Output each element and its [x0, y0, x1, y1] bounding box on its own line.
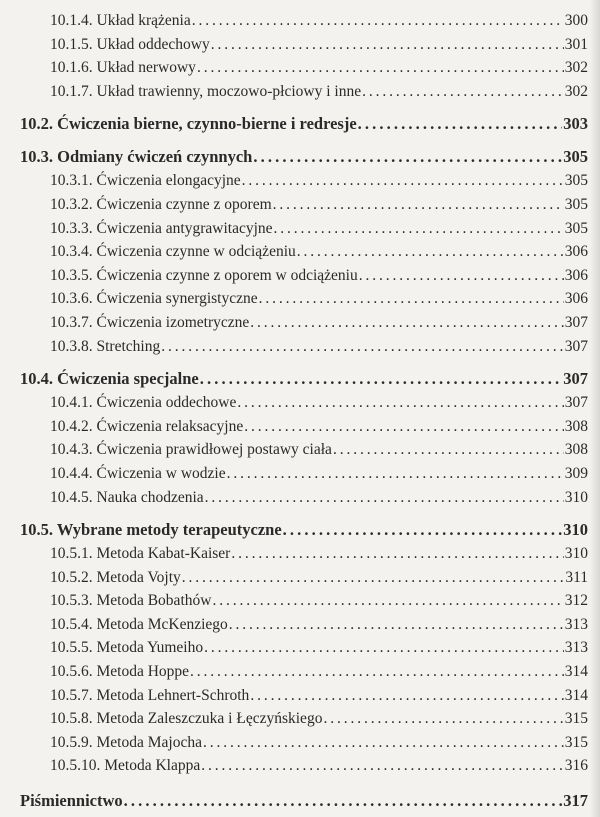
- toc-subsection-entry: [0, 56, 600, 80]
- entry-page-number: 310: [563, 520, 588, 540]
- entry-title: 10.3.2. Ćwiczenia czynne z oporem: [50, 195, 272, 213]
- toc-subsection-entry: [0, 731, 600, 755]
- entry-title: 10.5.4. Metoda McKenziego: [50, 615, 228, 633]
- entry-page-number: 307: [564, 394, 588, 412]
- entry-page-number: 313: [564, 615, 588, 633]
- entry-title: 10.3.5. Ćwiczenia czynne z oporem w odciążeniu: [50, 266, 358, 284]
- entry-title: 10.5.7. Metoda Lehnert-Schroth: [50, 686, 250, 704]
- toc-subsection-entry: [0, 240, 600, 264]
- page-edge-shadow: [590, 0, 600, 817]
- dot-leader: [242, 169, 564, 193]
- entry-title: 10.3.6. Ćwiczenia synergistyczne: [50, 290, 258, 308]
- entry-page-number: 305: [564, 172, 588, 190]
- entry-title: 10.3. Odmiany ćwiczeń czynnych: [20, 147, 253, 167]
- entry-page-number: 306: [564, 243, 588, 261]
- toc-subsection-entry: [0, 80, 600, 104]
- dot-leader: [359, 264, 564, 288]
- toc-subsection-entry: [0, 311, 600, 335]
- entry-title: 10.3.3. Ćwiczenia antygrawitacyjne: [50, 219, 273, 237]
- toc-subsection-entry: [0, 613, 600, 637]
- toc-section-entry: [0, 145, 600, 169]
- toc-subsection-entry: [0, 589, 600, 613]
- toc-subsection-entry: [0, 660, 600, 684]
- entry-title: 10.5.9. Metoda Majocha: [50, 733, 202, 751]
- dot-leader: [244, 415, 564, 439]
- entry-title: 10.1.5. Układ oddechowy: [50, 35, 210, 53]
- toc-subsection-entry: [0, 566, 600, 590]
- dot-leader: [231, 542, 563, 566]
- toc-subsection-entry: [0, 438, 600, 462]
- dot-leader: [200, 367, 563, 391]
- entry-title: 10.1.7. Układ trawienny, moczowo-płciowy i inne: [50, 82, 362, 100]
- entry-page-number: 306: [564, 266, 588, 284]
- toc-subsection-entry: [0, 707, 600, 731]
- entry-page-number: 301: [564, 35, 588, 53]
- entry-page-number: 308: [564, 441, 588, 459]
- entry-page-number: 302: [564, 82, 588, 100]
- entry-title: 10.4.4. Ćwiczenia w wodzie: [50, 464, 226, 482]
- toc-section-entry: [0, 789, 600, 813]
- entry-title: 10.1.4. Układ krążenia: [50, 12, 191, 29]
- dot-leader: [273, 193, 564, 217]
- entry-title: 10.4. Ćwiczenia specjalne: [20, 369, 199, 389]
- entry-page-number: 317: [563, 791, 588, 811]
- entry-title: 10.5.5. Metoda Yumeiho: [50, 639, 204, 657]
- entry-page-number: 312: [564, 592, 588, 610]
- entry-page-number: 313: [564, 639, 588, 657]
- entry-page-number: 307: [563, 369, 588, 389]
- entry-page-number: 305: [564, 219, 588, 237]
- dot-leader: [358, 112, 563, 136]
- dot-leader: [297, 240, 564, 264]
- dot-leader: [227, 462, 564, 486]
- entry-page-number: 307: [564, 313, 588, 331]
- dot-leader: [237, 391, 563, 415]
- toc-subsection-entry: [0, 217, 600, 241]
- entry-title: 10.2. Ćwiczenia bierne, czynno-bierne i redresje: [20, 114, 357, 134]
- toc-section-entry: [0, 518, 600, 542]
- entry-title: 10.3.4. Ćwiczenia czynne w odciążeniu: [50, 243, 296, 261]
- toc-subsection-entry: [0, 391, 600, 415]
- entry-page-number: 314: [564, 663, 588, 681]
- table-of-contents: [0, 9, 600, 813]
- dot-leader: [192, 9, 564, 33]
- entry-title: 10.5.10. Metoda Klappa: [50, 757, 201, 775]
- dot-leader: [259, 287, 564, 311]
- toc-section-entry: [0, 367, 600, 391]
- toc-subsection-entry: [0, 33, 600, 57]
- entry-page-number: 307: [564, 337, 588, 355]
- dot-leader: [253, 145, 562, 169]
- dot-leader: [161, 335, 564, 359]
- toc-subsection-entry: [0, 462, 600, 486]
- entry-title: 10.1.6. Układ nerwowy: [50, 59, 196, 77]
- dot-leader: [205, 486, 564, 510]
- dot-leader: [323, 707, 563, 731]
- entry-title: 10.5.6. Metoda Hoppe: [50, 663, 190, 681]
- entry-title: 10.5.1. Metoda Kabat-Kaiser: [50, 545, 231, 563]
- entry-page-number: 315: [564, 710, 588, 728]
- dot-leader: [250, 684, 563, 708]
- entry-page-number: 310: [564, 545, 588, 563]
- dot-leader: [182, 566, 565, 590]
- toc-subsection-entry: [0, 287, 600, 311]
- toc-section-entry: [0, 112, 600, 136]
- dot-leader: [197, 56, 564, 80]
- dot-leader: [190, 660, 564, 684]
- entry-page-number: 300: [564, 12, 588, 29]
- entry-page-number: 310: [564, 488, 588, 506]
- entry-page-number: 315: [564, 733, 588, 751]
- entry-title: 10.3.7. Ćwiczenia izometryczne: [50, 313, 250, 331]
- entry-title: 10.4.2. Ćwiczenia relaksacyjne: [50, 417, 244, 435]
- dot-leader: [203, 731, 564, 755]
- dot-leader: [204, 636, 564, 660]
- entry-title: 10.3.1. Ćwiczenia elongacyjne: [50, 172, 241, 190]
- dot-leader: [362, 80, 564, 104]
- dot-leader: [333, 438, 564, 462]
- dot-leader: [283, 518, 563, 542]
- toc-subsection-entry: [0, 542, 600, 566]
- dot-leader: [212, 589, 563, 613]
- entry-page-number: 314: [564, 686, 588, 704]
- entry-page-number: 306: [564, 290, 588, 308]
- dot-leader: [274, 217, 564, 241]
- entry-page-number: 308: [564, 417, 588, 435]
- entry-page-number: 311: [565, 568, 588, 586]
- toc-subsection-entry: [0, 415, 600, 439]
- toc-subsection-entry: [0, 264, 600, 288]
- entry-page-number: 309: [564, 464, 588, 482]
- entry-title: 10.4.3. Ćwiczenia prawidłowej postawy ciała: [50, 441, 332, 459]
- toc-subsection-entry: [0, 169, 600, 193]
- entry-title: 10.5.3. Metoda Bobathów: [50, 592, 212, 610]
- toc-subsection-entry: [0, 335, 600, 359]
- dot-leader: [201, 754, 564, 778]
- entry-page-number: 302: [564, 59, 588, 77]
- entry-page-number: 305: [564, 195, 588, 213]
- entry-title: 10.5.2. Metoda Vojty: [50, 568, 181, 586]
- dot-leader: [229, 613, 564, 637]
- entry-title: 10.3.8. Stretching: [50, 337, 161, 355]
- entry-page-number: 316: [564, 757, 588, 775]
- entry-page-number: 305: [563, 147, 588, 167]
- toc-subsection-entry: [0, 486, 600, 510]
- entry-title: Piśmiennictwo: [20, 791, 123, 811]
- entry-page-number: 303: [563, 114, 588, 134]
- entry-title: 10.4.1. Ćwiczenia oddechowe: [50, 394, 237, 412]
- toc-subsection-entry: [0, 636, 600, 660]
- toc-subsection-entry: [0, 9, 600, 33]
- entry-title: 10.5. Wybrane metody terapeutyczne: [20, 520, 282, 540]
- toc-subsection-entry: [0, 684, 600, 708]
- entry-title: 10.5.8. Metoda Zaleszczuka i Łęczyńskiego: [50, 710, 323, 728]
- toc-subsection-entry: [0, 754, 600, 778]
- dot-leader: [250, 311, 563, 335]
- toc-subsection-entry: [0, 193, 600, 217]
- entry-title: 10.4.5. Nauka chodzenia: [50, 488, 204, 506]
- dot-leader: [211, 33, 564, 57]
- dot-leader: [124, 789, 563, 813]
